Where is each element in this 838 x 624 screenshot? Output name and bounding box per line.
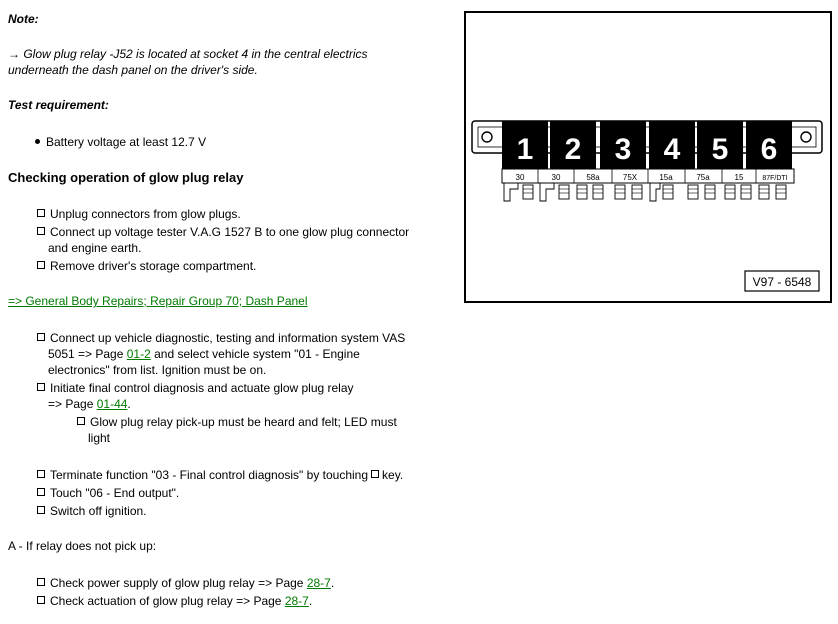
key-icon: [371, 470, 379, 478]
diag-sub-step-text: Glow plug relay pick-up must be heard and felt; LED must: [90, 415, 397, 429]
note-text-1: Glow plug relay -J52 is located at socket 4 in the central electrics: [23, 47, 368, 61]
mount-hole-right-icon: [801, 132, 811, 142]
checking-step-2: [37, 224, 409, 240]
arrow-right-icon: →: [8, 47, 20, 61]
diag-step-3-pre: Terminate function "03 - Final control diagnosis" by touching: [50, 468, 369, 482]
note-line-2: underneath the dash panel on the driver's side.: [8, 63, 258, 77]
checkbox-icon: [37, 596, 45, 604]
diag-step-3: [37, 467, 403, 483]
diag-step-2: [37, 380, 354, 396]
checking-step-1: [37, 206, 241, 222]
case-a-step-2: [37, 593, 312, 609]
diag-step-2-text: Initiate final control diagnosis and actuate glow plug relay: [50, 381, 354, 395]
test-requirement-text: Battery voltage at least 12.7 V: [46, 135, 207, 149]
diag-step-4-text: Touch "06 - End output".: [50, 486, 180, 500]
general-body-repairs-link[interactable]: => General Body Repairs; Repair Group 70; Dash Panel: [8, 294, 308, 308]
socket-number: 2: [564, 133, 582, 166]
diag-step-3-post: key.: [382, 468, 404, 482]
diag-step-4: [37, 485, 179, 501]
checking-step-3: [37, 258, 256, 274]
socket-number: 5: [711, 133, 729, 166]
bullet-icon: [35, 139, 40, 144]
note-heading: Note:: [8, 12, 39, 26]
diag-step-1-pre: 5051 => Page: [48, 347, 127, 361]
general-body-repairs-row: [8, 293, 308, 309]
relay-socket-4: [649, 121, 695, 169]
checkbox-icon: [37, 209, 45, 217]
test-requirement-item: [35, 134, 206, 150]
case-a-step-2-post: .: [308, 594, 313, 608]
diag-step-2-line-2: [48, 396, 131, 412]
checking-step-2-cont: and engine earth.: [48, 241, 142, 255]
mount-hole-left-icon: [482, 132, 492, 142]
relay-socket-3: [600, 121, 646, 169]
relay-panel-figure: [464, 11, 832, 303]
checkbox-icon: [37, 488, 45, 496]
checking-step-1-text: Unplug connectors from glow plugs.: [50, 207, 241, 221]
terminal-label: 15a: [659, 173, 673, 182]
checkbox-icon: [37, 333, 45, 341]
checkbox-icon: [37, 261, 45, 269]
case-a-step-2-pre: Check actuation of glow plug relay => Page: [50, 594, 285, 608]
terminal-label-strip: [502, 169, 794, 183]
terminal-label: 58a: [586, 173, 600, 182]
checkbox-icon: [77, 417, 85, 425]
page-01-2-link[interactable]: 01-2: [126, 347, 151, 361]
terminal-label: 30: [551, 173, 561, 182]
checking-step-3-text: Remove driver's storage compartment.: [50, 259, 257, 273]
diag-step-2-post: .: [127, 397, 131, 411]
diag-sub-step: [77, 414, 397, 430]
terminal-label: 75a: [696, 173, 710, 182]
case-a-heading: A - If relay does not pick up:: [8, 539, 157, 553]
terminal-label: 15: [734, 173, 744, 182]
figure-ref-code-text: V97 - 6548: [752, 275, 812, 289]
page-28-7-link[interactable]: 28-7: [306, 576, 331, 590]
case-a-step-1-post: .: [330, 576, 335, 590]
diag-step-5: [37, 503, 147, 519]
case-a-step-1: [37, 575, 334, 591]
case-a-step-1-pre: Check power supply of glow plug relay => Page: [50, 576, 307, 590]
socket-number: 6: [760, 133, 778, 166]
figure-ref-code: [745, 271, 819, 291]
relay-socket-6: [746, 121, 792, 169]
socket-number: 1: [516, 133, 534, 166]
checkbox-icon: [37, 470, 45, 478]
diag-sub-step-line-2: light: [88, 431, 111, 445]
terminal-label: 30: [515, 173, 525, 182]
checkbox-icon: [37, 227, 45, 235]
socket-number: 4: [663, 133, 681, 166]
checking-heading: Checking operation of glow plug relay: [8, 170, 244, 185]
socket-number: 3: [614, 133, 632, 166]
diag-step-1-text: Connect up vehicle diagnostic, testing and information system VAS: [50, 331, 406, 345]
connector-pins: [504, 183, 786, 201]
test-requirement-heading: Test requirement:: [8, 98, 109, 112]
diag-step-5-text: Switch off ignition.: [50, 504, 147, 518]
relay-socket-5: [697, 121, 743, 169]
diag-step-1: [37, 330, 405, 346]
relay-socket-1: [502, 121, 548, 169]
checkbox-icon: [37, 383, 45, 391]
relay-socket-2: [550, 121, 596, 169]
diag-step-2-pre: => Page: [48, 397, 97, 411]
terminal-label: 87F/DTI: [762, 175, 788, 182]
page-01-44-link[interactable]: 01-44: [96, 397, 128, 411]
checking-step-2-text: Connect up voltage tester V.A.G 1527 B to one glow plug connector: [50, 225, 410, 239]
diag-step-1-post: and select vehicle system "01 - Engine: [150, 347, 360, 361]
diag-step-1-line-3: electronics" from list. Ignition must be on.: [48, 363, 267, 377]
relay-panel-diagram: [466, 13, 830, 301]
checkbox-icon: [37, 578, 45, 586]
page-28-7-link-2[interactable]: 28-7: [284, 594, 309, 608]
terminal-label: 75X: [622, 173, 638, 182]
diag-step-1-line-2: [48, 346, 360, 362]
note-line-1: [8, 46, 368, 62]
checkbox-icon: [37, 506, 45, 514]
